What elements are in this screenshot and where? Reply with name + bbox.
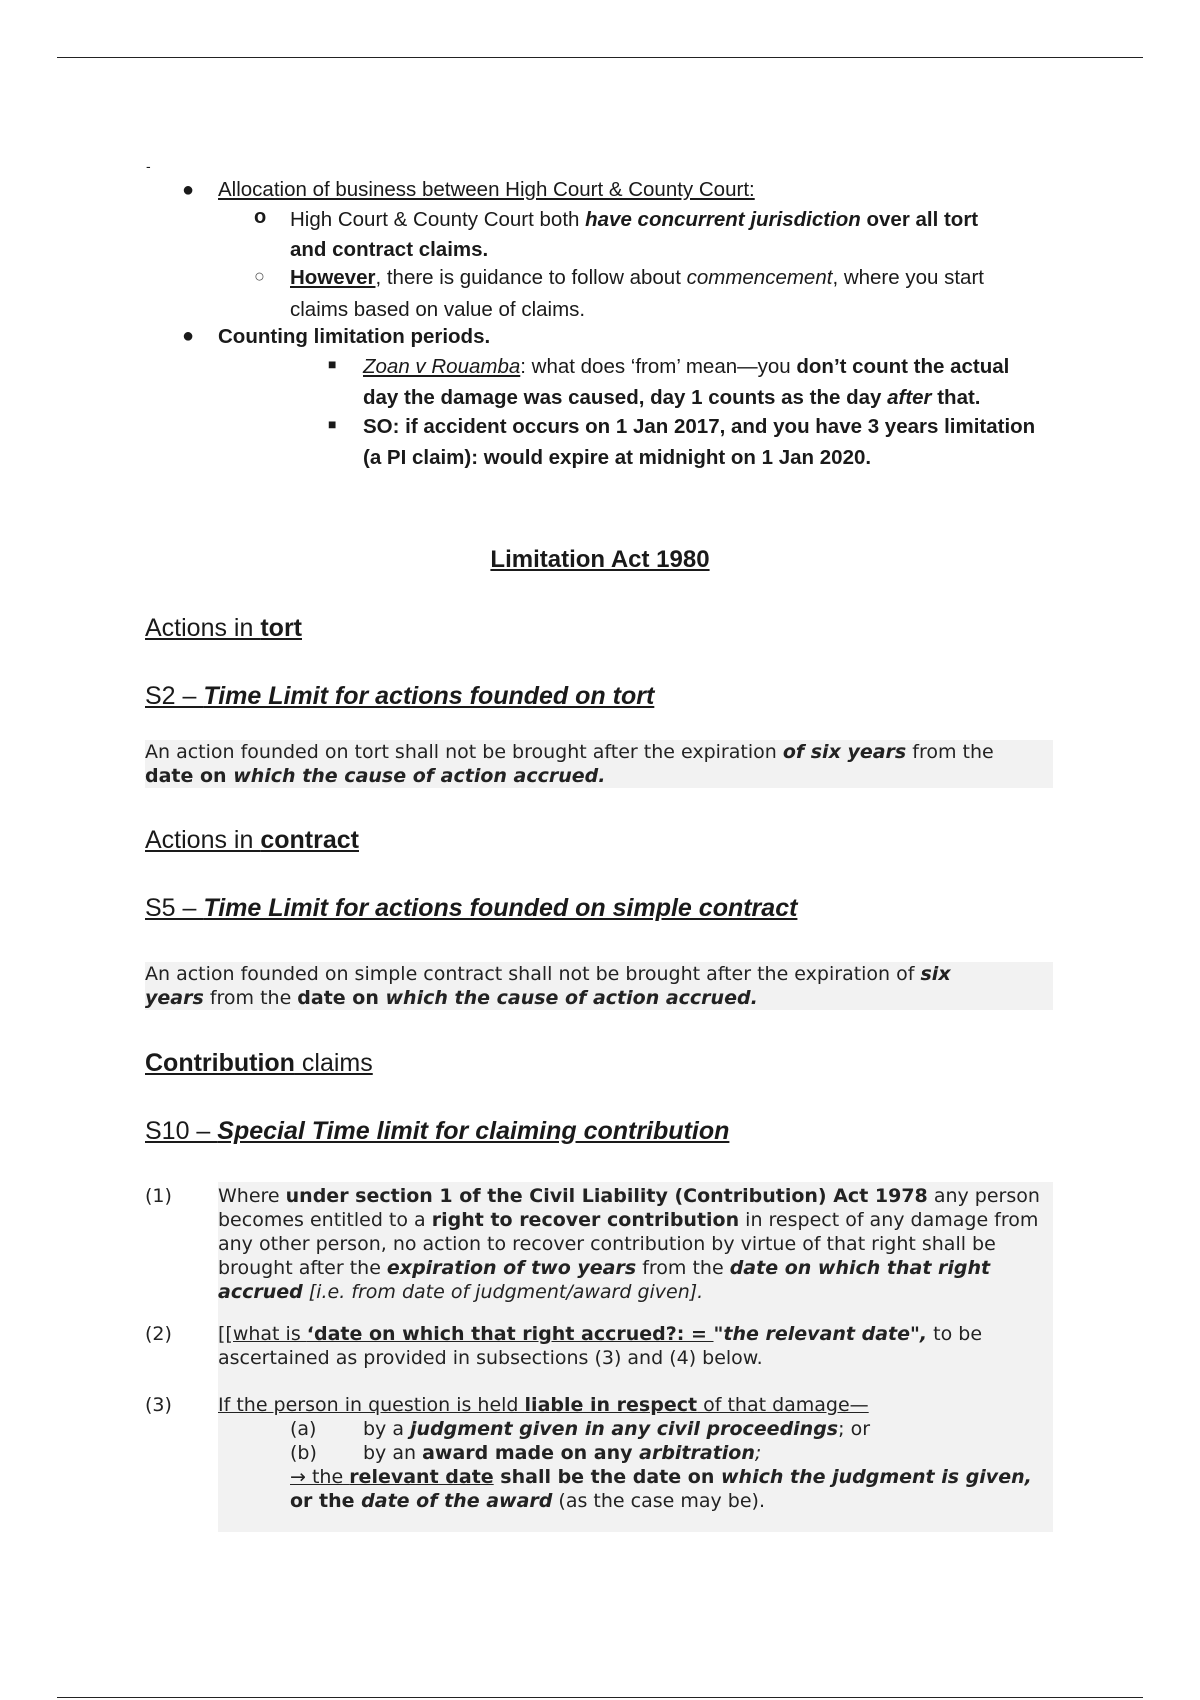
guidance-line-2: claims based on value of claims. <box>290 298 586 321</box>
s10-3-b-text: by an award made on any arbitration; <box>363 1442 762 1464</box>
square-bullet-icon: ■ <box>328 416 337 432</box>
bullet-allocation <box>218 175 755 205</box>
zoan-line: Zoan v Rouamba: what does ‘from’ mean—you don’t count the actual <box>363 355 1010 378</box>
s10-1-number: (1) <box>145 1185 172 1207</box>
footer-rule <box>57 1697 1143 1698</box>
concurrent-jurisdiction-line-2: and contract claims. <box>290 238 489 261</box>
contract-heading: Actions in contract <box>145 826 359 854</box>
so-line-2: (a PI claim): would expire at midnight on 1 Jan 2020. <box>363 446 872 469</box>
s10-3-a-text: by a judgment given in any civil proceedings; or <box>363 1418 871 1440</box>
s5-heading: S5 – Time Limit for actions founded on simple contract <box>145 894 798 922</box>
s10-3-intro: If the person in question is held liable in respect of that damage— <box>218 1393 1053 1417</box>
square-bullet-icon: ■ <box>328 356 337 372</box>
open-circle-bullet-icon: ○ <box>254 266 265 286</box>
so-line: SO: if accident occurs on 1 Jan 2017, and you have 3 years limitation <box>363 415 1036 438</box>
s10-3-b-number: (b) <box>290 1442 317 1464</box>
s10-1-text: Where under section 1 of the Civil Liability (Contribution) Act 1978 any person becomes entitled to a right to recover contribution in respect of any damage from any other person, no action to recover contribution by virtue of that right shall be brought after the expiration of two years from the date on which that right accrued [i.e. from date of judgment/award given]. <box>218 1184 1053 1304</box>
contribution-heading: Contribution claims <box>145 1049 373 1077</box>
s5-text: An action founded on simple contract shall not be brought after the expiration of six years from the date on which the cause of action accrued. <box>145 962 1053 1010</box>
s10-3-a-number: (a) <box>290 1418 317 1440</box>
bullet-allocation-text: Allocation of business between High Court & County Court: <box>218 178 755 201</box>
bullet-counting: Counting limitation periods. <box>218 325 491 348</box>
tort-heading: Actions in tort <box>145 614 302 642</box>
s10-2-number: (2) <box>145 1323 172 1345</box>
s10-2-text: [[what is ‘date on which that right accrued?: = "the relevant date", to be ascertained as provided in subsections (3) and (4) below. <box>218 1322 1053 1370</box>
stray-dash: - <box>146 158 151 174</box>
s10-3-relevant-date: → the relevant date shall be the date on which the judgment is given, or the date of the award (as the case may be). <box>290 1465 1053 1513</box>
zoan-line-2: day the damage was caused, day 1 counts as the day after that. <box>363 386 981 409</box>
bullet-icon: ● <box>182 325 195 347</box>
act-title: Limitation Act 1980 <box>490 546 710 573</box>
s2-heading: S2 – Time Limit for actions founded on tort <box>145 682 655 710</box>
s10-3-number: (3) <box>145 1394 172 1416</box>
s10-heading: S10 – Special Time limit for claiming contribution <box>145 1117 730 1145</box>
circle-bullet-icon: o <box>254 206 267 228</box>
s2-text: An action founded on tort shall not be brought after the expiration of six years from the date on which the cause of action accrued. <box>145 740 1053 788</box>
header-rule <box>57 57 1143 58</box>
concurrent-jurisdiction-line: High Court & County Court both have concurrent jurisdiction over all tort <box>290 208 979 231</box>
guidance-line: However, there is guidance to follow about commencement, where you start <box>290 266 984 289</box>
bullet-icon: ● <box>182 179 195 201</box>
